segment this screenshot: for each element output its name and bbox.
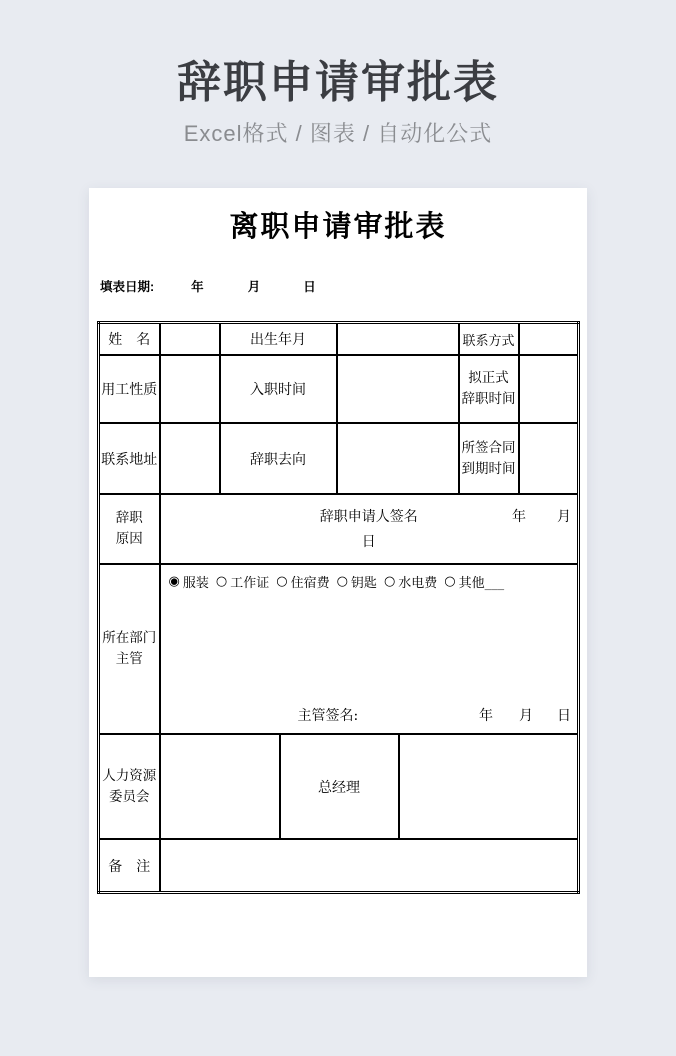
applicant-sign-block — [161, 504, 578, 554]
hr-committee-label-cell — [99, 734, 160, 839]
applicant-sign-month: 月 — [557, 509, 571, 525]
fill-date-month: 月 — [247, 280, 261, 294]
hr-committee-label-line1: 人力资源 — [102, 767, 157, 784]
manager-sign-month: 月 — [519, 708, 533, 724]
radio-unselected-icon[interactable]: ○ — [276, 574, 288, 589]
manager-sign-year: 年 — [479, 708, 493, 724]
table-row — [99, 494, 579, 564]
radio-option-label: 工作证 — [230, 576, 270, 591]
general-manager-label-cell: 总经理 — [280, 734, 399, 839]
applicant-sign-year: 年 — [512, 509, 526, 525]
address-value-cell — [160, 423, 220, 494]
resign-reason-label-line1: 辞职 — [115, 510, 143, 527]
fill-date-day: 日 — [303, 280, 316, 294]
birth-value-cell — [337, 323, 459, 356]
employment-value-cell — [160, 355, 220, 423]
form-card — [89, 188, 587, 977]
join-time-value-cell — [337, 355, 459, 423]
table-row — [99, 839, 579, 893]
table-row — [99, 564, 579, 734]
radio-option-label: 住宿费 — [290, 576, 330, 591]
dept-manager-label-cell — [99, 564, 160, 734]
table-row — [99, 423, 579, 494]
resign-time-label-cell — [459, 355, 519, 423]
radio-option-lodging-fee[interactable] — [276, 572, 329, 591]
radio-option-work-badge[interactable] — [216, 572, 269, 591]
contract-expiry-label-line2: 到期时间 — [461, 460, 516, 477]
manager-sign-label: 主管签名: — [297, 708, 359, 724]
table-row — [99, 355, 579, 423]
radio-option-utilities-fee[interactable] — [384, 572, 437, 591]
resign-time-label-line1: 拟正式 — [468, 370, 509, 387]
radio-option-label: 水电费 — [398, 576, 438, 591]
radio-unselected-icon[interactable]: ○ — [383, 574, 396, 589]
table-row — [99, 323, 579, 356]
radio-selected-icon[interactable]: ◉ — [168, 574, 180, 589]
radio-option-label: 钥匙 — [350, 576, 377, 591]
form-title: 离职申请审批表 — [229, 209, 447, 243]
resign-time-label-line2: 辞职时间 — [461, 391, 516, 407]
dept-manager-label-line2: 主管 — [115, 651, 143, 667]
fill-date-label: 填表日期: — [100, 280, 155, 294]
dept-manager-label-line1: 所在部门 — [102, 630, 157, 647]
page-title: 辞职申请审批表 — [177, 58, 499, 107]
resign-reason-value-cell — [160, 494, 579, 564]
contact-value-cell — [519, 323, 579, 356]
table-row — [99, 734, 579, 839]
approval-table — [97, 321, 580, 894]
contract-expiry-label-line1: 所签合同 — [461, 439, 516, 456]
radio-option-label: 其他___ — [458, 576, 505, 591]
general-manager-value-cell — [399, 734, 579, 839]
radio-unselected-icon[interactable]: ○ — [336, 574, 348, 589]
hr-committee-value-cell — [160, 734, 280, 839]
join-time-label-cell: 入职时间 — [220, 355, 337, 423]
address-label-cell: 联系地址 — [99, 423, 160, 494]
resign-reason-label-line2: 原因 — [115, 531, 143, 547]
resign-time-value-cell — [519, 355, 579, 423]
notes-value-cell — [160, 839, 579, 893]
dept-manager-content-cell — [160, 564, 579, 734]
destination-label-cell: 辞职去向 — [220, 423, 337, 494]
page-header — [0, 58, 676, 148]
contract-expiry-value-cell — [519, 423, 579, 494]
notes-label-cell: 备 注 — [99, 839, 160, 893]
employment-label-cell: 用工性质 — [99, 355, 160, 423]
hr-committee-label-line2: 委员会 — [109, 788, 150, 805]
radio-unselected-icon[interactable]: ○ — [444, 574, 456, 589]
manager-sign-line — [161, 705, 578, 723]
contract-expiry-label-cell — [459, 423, 519, 494]
destination-value-cell — [337, 423, 459, 494]
radio-option-keys[interactable] — [337, 572, 377, 591]
birth-label-cell: 出生年月 — [220, 323, 337, 356]
radio-option-uniform[interactable] — [169, 572, 209, 591]
resign-reason-label-cell — [99, 494, 160, 564]
fill-date-year: 年 — [191, 280, 204, 294]
radio-unselected-icon[interactable]: ○ — [215, 574, 228, 589]
fill-date-line — [100, 277, 316, 295]
name-label-cell: 姓 名 — [99, 323, 160, 356]
radio-option-label: 服装 — [182, 576, 209, 591]
name-value-cell — [160, 323, 220, 356]
contact-label-cell: 联系方式 — [459, 323, 519, 356]
return-items-options — [169, 572, 576, 591]
manager-sign-day: 日 — [557, 708, 571, 724]
applicant-sign-label: 辞职申请人签名 — [319, 509, 418, 525]
radio-option-other[interactable] — [444, 572, 504, 591]
applicant-sign-day: 日 — [361, 534, 376, 550]
page-subtitle: Excel格式 / 图表 / 自动化公式 — [183, 120, 493, 146]
